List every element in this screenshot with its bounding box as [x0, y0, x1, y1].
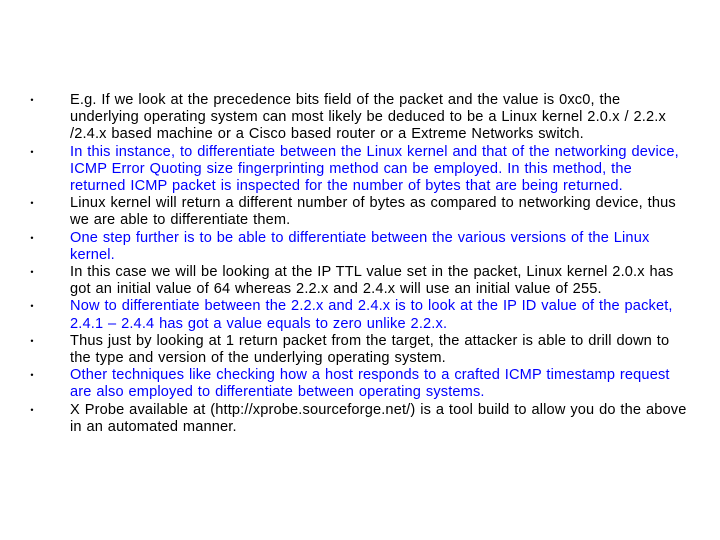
- bullet-point-icon: •: [30, 146, 34, 157]
- bullet-list: [26, 92, 690, 436]
- bullet-point-icon: •: [30, 335, 34, 346]
- bullet-text: In this instance, to differentiate between the Linux kernel and that of the networking device, ICMP Error Quoting size fingerprinting method can be employed. In this method, the returned ICMP packet is inspected for the number of bytes that are being returned.: [70, 143, 679, 195]
- bullet-point-icon: •: [30, 95, 34, 105]
- bullet-point-icon: •: [30, 301, 34, 312]
- bullet-text: X Probe available at (http://xprobe.sourceforge.net/) is a tool build to allow you do the above in an automated manner.: [70, 401, 687, 435]
- bullet-item: [26, 333, 690, 367]
- bullet-item: [26, 264, 690, 298]
- bullet-item: [26, 195, 690, 229]
- bullet-point-icon: •: [30, 404, 34, 415]
- bullet-item: [26, 402, 690, 436]
- bullet-point-icon: •: [30, 370, 34, 381]
- bullet-item: [26, 92, 690, 144]
- bullet-text: In this case we will be looking at the IP TTL value set in the packet, Linux kernel 2.0.x has got an initial value of 64 whereas 2.2.x and 2.4.x will use an initial value of 255.: [70, 264, 674, 298]
- bullet-item: [26, 367, 690, 401]
- bullet-text: Now to differentiate between the 2.2.x and 2.4.x is to look at the IP ID value of the packet, 2.4.1 – 2.4.4 has got a value equals to zero unlike 2.2.x.: [70, 298, 673, 332]
- bullet-text: Linux kernel will return a different number of bytes as compared to networking device, thus we are able to differentiate them.: [70, 195, 676, 229]
- bullet-point-icon: •: [30, 198, 34, 209]
- bullet-point-icon: •: [30, 267, 34, 278]
- bullet-item: [26, 230, 690, 264]
- bullet-text: One step further is to be able to differentiate between the various versions of the Linux kernel.: [70, 229, 650, 263]
- bullet-item: [26, 298, 690, 332]
- bullet-text: Other techniques like checking how a host responds to a crafted ICMP timestamp request are also employed to differentiate between operating systems.: [70, 367, 670, 401]
- bullet-item: [26, 144, 690, 196]
- bullet-text: Thus just by looking at 1 return packet from the target, the attacker is able to drill down to the type and version of the underlying operating system.: [70, 332, 670, 367]
- bullet-text: E.g. If we look at the precedence bits field of the packet and the value is 0xc0, the underlying operating system can most likely be deduced to be a Linux kernel 2.0.x / 2.2.x /2.4.x based machine or a Cisco based router or a Extreme Networks switch.: [70, 92, 666, 143]
- bullet-point-icon: •: [30, 232, 34, 243]
